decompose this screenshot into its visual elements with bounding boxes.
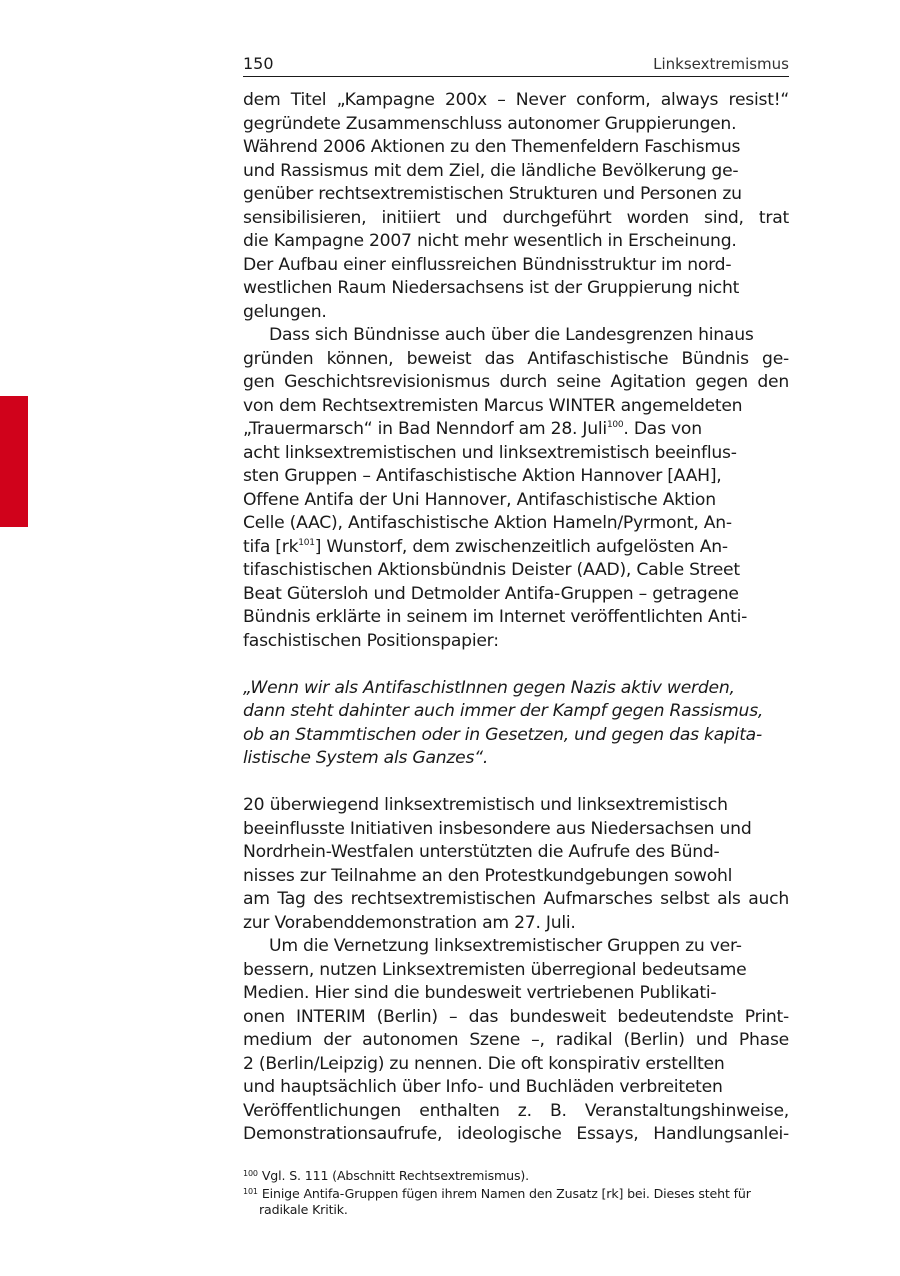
text-segment: tifa [rk	[243, 536, 299, 557]
text-line: Veröffentlichungen enthalten z. B. Veranstaltungshinweise,	[243, 1100, 789, 1121]
footnote-101-cont: radikale Kritik.	[259, 1202, 348, 1217]
text-line: Medien. Hier sind die bundesweit vertriebenen Publikati-	[243, 983, 717, 1003]
text-line: medium der autonomen Szene –, radikal (Berlin) und Phase	[243, 1030, 789, 1050]
text-line: genüber rechtsextremistischen Strukturen und Personen zu	[243, 184, 742, 204]
footnote-text: Vgl. S. 111 (Abschnitt Rechtsextremismus).	[261, 1168, 529, 1183]
text-line: Demonstrationsaufrufe, ideologische Essays, Handlungsanlei-	[243, 1124, 789, 1144]
text-line: beeinflusste Initiativen insbesondere aus Niedersachsen und	[243, 818, 752, 839]
text-line: Der Aufbau einer einflussreichen Bündnisstruktur im nord-	[243, 254, 732, 275]
text-line: sensibilisieren, initiiert und durchgeführt worden sind, trat	[243, 207, 789, 228]
quote-line: listische System als Ganzes“.	[243, 748, 489, 768]
text-line: Celle (AAC), Antifaschistische Aktion Hameln/Pyrmont, An-	[243, 513, 732, 533]
text-line: onen INTERIM (Berlin) – das bundesweit bedeutendste Print-	[243, 1006, 789, 1027]
footnote-number: 101	[243, 1187, 258, 1196]
running-title: Linksextremismus	[653, 55, 789, 73]
page-header	[243, 52, 789, 77]
text-line: gelungen.	[243, 301, 327, 322]
text-line: von dem Rechtsextremisten Marcus WINTER angemeldeten	[243, 395, 743, 416]
text-line: die Kampagne 2007 nicht mehr wesentlich in Erscheinung.	[243, 231, 737, 251]
text-line: dem Titel „Kampagne 200x – Never conform, always resist!“	[243, 90, 789, 110]
spacer	[243, 653, 789, 677]
text-line: bessern, nutzen Linksextremisten überregional bedeutsame	[243, 959, 747, 980]
footnote-number: 100	[243, 1169, 258, 1178]
footnote-ref-100[interactable]: 100	[606, 420, 624, 430]
text-line: gegründete Zusammenschluss autonomer Gruppierungen.	[243, 113, 737, 134]
body-text	[243, 89, 789, 1147]
footnotes	[243, 1166, 789, 1218]
text-line: sten Gruppen – Antifaschistische Aktion Hannover [AAH],	[243, 466, 722, 486]
footnote-100	[243, 1166, 789, 1184]
quote-line: ob an Stammtischen oder in Gesetzen, und gegen das kapita-	[243, 724, 762, 745]
text-line: Nordrhein-Westfalen unterstützten die Aufrufe des Bünd-	[243, 842, 720, 862]
text-line: nisses zur Teilnahme an den Protestkundgebungen sowohl	[243, 865, 733, 886]
text-line: tifaschistischen Aktionsbündnis Deister (AAD), Cable Street	[243, 560, 740, 580]
text-line: Während 2006 Aktionen zu den Themenfeldern Faschismus	[243, 137, 741, 157]
page-number: 150	[243, 54, 274, 73]
text-line: Um die Vernetzung linksextremistischer Gruppen zu ver-	[269, 936, 742, 956]
quote-line: „Wenn wir als AntifaschistInnen gegen Nazis aktiv werden,	[243, 677, 735, 698]
text-line: und hauptsächlich über Info- und Buchläden verbreiteten	[243, 1077, 723, 1097]
text-line	[243, 536, 789, 560]
text-line: am Tag des rechtsextremistischen Aufmarsches selbst als auch	[243, 889, 789, 909]
text-line: 2 (Berlin/Leipzig) zu nennen. Die oft konspirativ erstellten	[243, 1053, 725, 1074]
text-line: Bündnis erklärte in seinem im Internet veröffentlichten Anti-	[243, 607, 748, 627]
text-line: gen Geschichtsrevisionismus durch seine Agitation gegen den	[243, 372, 789, 392]
text-segment: . Das von	[623, 419, 702, 439]
text-line: acht linksextremistischen und linksextremistisch beeinflus-	[243, 442, 737, 463]
spacer	[243, 771, 789, 795]
text-segment: „Trauermarsch“ in Bad Nenndorf am 28. Juli	[243, 419, 607, 439]
text-line: und Rassismus mit dem Ziel, die ländliche Bevölkerung ge-	[243, 160, 739, 181]
quote-line: dann steht dahinter auch immer der Kampf gegen Rassismus,	[243, 701, 764, 721]
text-line: Dass sich Bündnisse auch über die Landesgrenzen hinaus	[269, 325, 754, 345]
text-line	[243, 418, 789, 442]
text-line: gründen können, beweist das Antifaschistische Bündnis ge-	[243, 348, 789, 369]
text-line: Beat Gütersloh und Detmolder Antifa-Gruppen – getragene	[243, 583, 739, 604]
footnote-101	[243, 1184, 789, 1202]
text-line: 20 überwiegend linksextremistisch und linksextremistisch	[243, 795, 728, 815]
text-line: Offene Antifa der Uni Hannover, Antifaschistische Aktion	[243, 489, 716, 510]
text-line: faschistischen Positionspapier:	[243, 630, 499, 651]
text-line: zur Vorabenddemonstration am 27. Juli.	[243, 912, 576, 933]
footnote-ref-101[interactable]: 101	[298, 537, 315, 548]
text-line: westlichen Raum Niedersachsens ist der Gruppierung nicht	[243, 278, 740, 298]
footnote-text: Einige Antifa-Gruppen fügen ihrem Namen den Zusatz [rk] bei. Dieses steht für	[261, 1186, 751, 1201]
text-segment: ] Wunstorf, dem zwischenzeitlich aufgelösten An-	[314, 536, 728, 557]
chapter-side-tab	[0, 396, 28, 527]
